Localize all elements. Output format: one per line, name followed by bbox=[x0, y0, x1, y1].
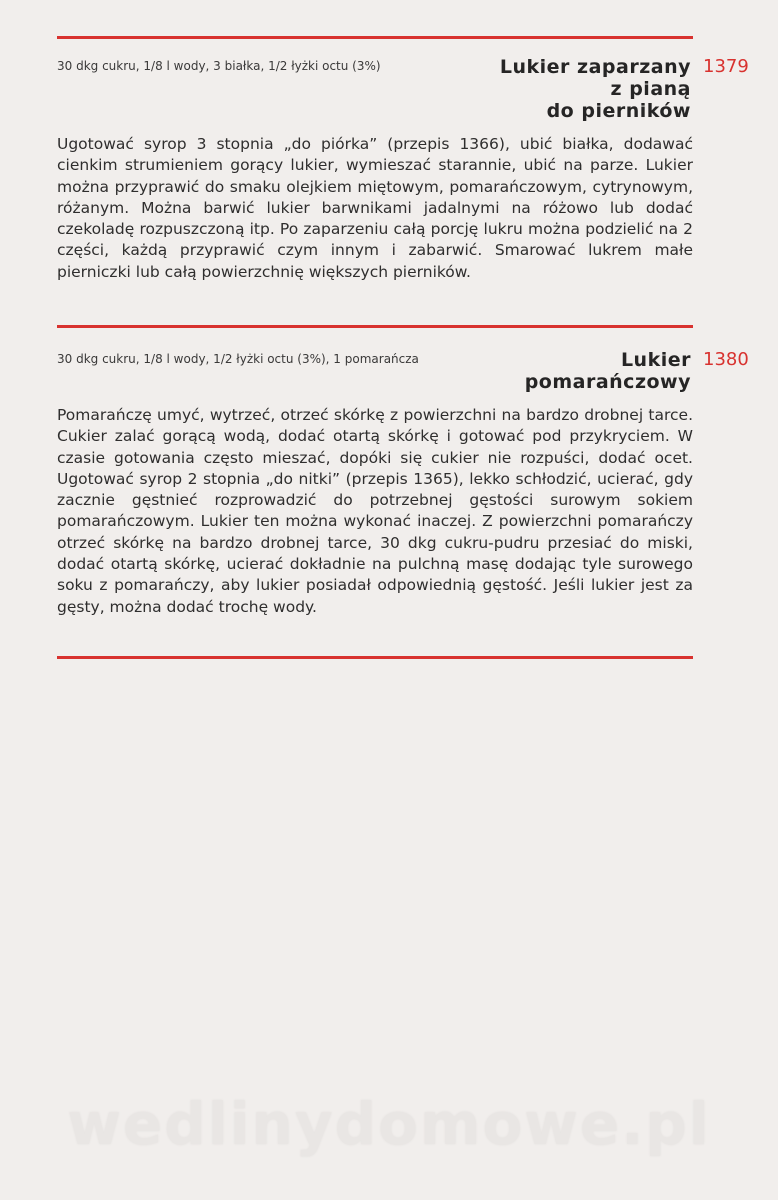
watermark: wedlinydomowe.pl bbox=[67, 1090, 711, 1158]
recipe-header bbox=[57, 349, 757, 397]
instructions-text: Ugotować syrop 3 stopnia „do piórka” (przepis 1366), ubić białka, dodawać cienkim strumieniem gorący lukier, wymieszać starannie, ubić na parze. Lukier można przyprawić do smaku olejkiem miętowym, pomarańczowym, cytrynowym, różanym. Można barwić lukier barwnikami jadalnymi na różowo lub dodać czekoladę rozpuszczoną itp. Po zaparzeniu całą porcję lukru można podzielić na 2 części, każdą przyprawić czym innym i zabarwić. Smarować lukrem małe pierniczki lub całą powierzchnię większych pierników. bbox=[57, 135, 693, 281]
recipe-header bbox=[57, 56, 757, 126]
ingredients-list: 30 dkg cukru, 1/8 l wody, 1/2 łyżki octu (3%), 1 pomarańcza bbox=[57, 352, 419, 366]
top-rule bbox=[57, 36, 693, 39]
bottom-rule bbox=[57, 656, 693, 659]
divider-rule bbox=[57, 325, 693, 328]
title-line: z pianą bbox=[610, 78, 691, 100]
instructions-text: Pomarańczę umyć, wytrzeć, otrzeć skórkę z powierzchni na bardzo drobnej tarce. Cukier zalać gorącą wodą, dodać otartą skórkę i gotować pod przykryciem. W czasie gotowania często mieszać, dopóki się cukier nie rozpuści, dodać ocet. Ugotować syrop 2 stopnia „do nitki” (przepis 1365), lekko schłodzić, ucierać, gdy zacznie gęstnieć rozprowadzić do potrzebnej gęstości surowym sokiem pomarańczowym. Lukier ten można wykonać inaczej. Z powierzchni pomarańczy otrzeć skórkę na bardzo drobnej tarce, 30 dkg cukru-pudru przesiać do miski, dodać otartą skórkę, ucierać dokładnie na pulchną masę dodając tyle surowego soku z pomarańczy, aby lukier posiadał odpowiednią gęstość. Jeśli lukier jest za gęsty, można dodać trochę wody. bbox=[57, 406, 693, 616]
title-line: do pierników bbox=[546, 100, 691, 122]
recipe-1379 bbox=[57, 56, 757, 283]
ingredients-list: 30 dkg cukru, 1/8 l wody, 3 białka, 1/2 łyżki octu (3%) bbox=[57, 59, 381, 73]
title-line: Lukier zaparzany bbox=[499, 56, 691, 78]
recipe-title bbox=[500, 56, 691, 122]
recipe-number: 1379 bbox=[703, 56, 749, 77]
recipe-title bbox=[525, 349, 691, 393]
title-line: pomarańczowy bbox=[524, 371, 691, 393]
recipe-instructions bbox=[57, 405, 693, 618]
recipe-instructions bbox=[57, 134, 693, 283]
recipe-number: 1380 bbox=[703, 349, 749, 370]
title-line: Lukier bbox=[620, 349, 691, 371]
recipe-1380 bbox=[57, 349, 757, 618]
